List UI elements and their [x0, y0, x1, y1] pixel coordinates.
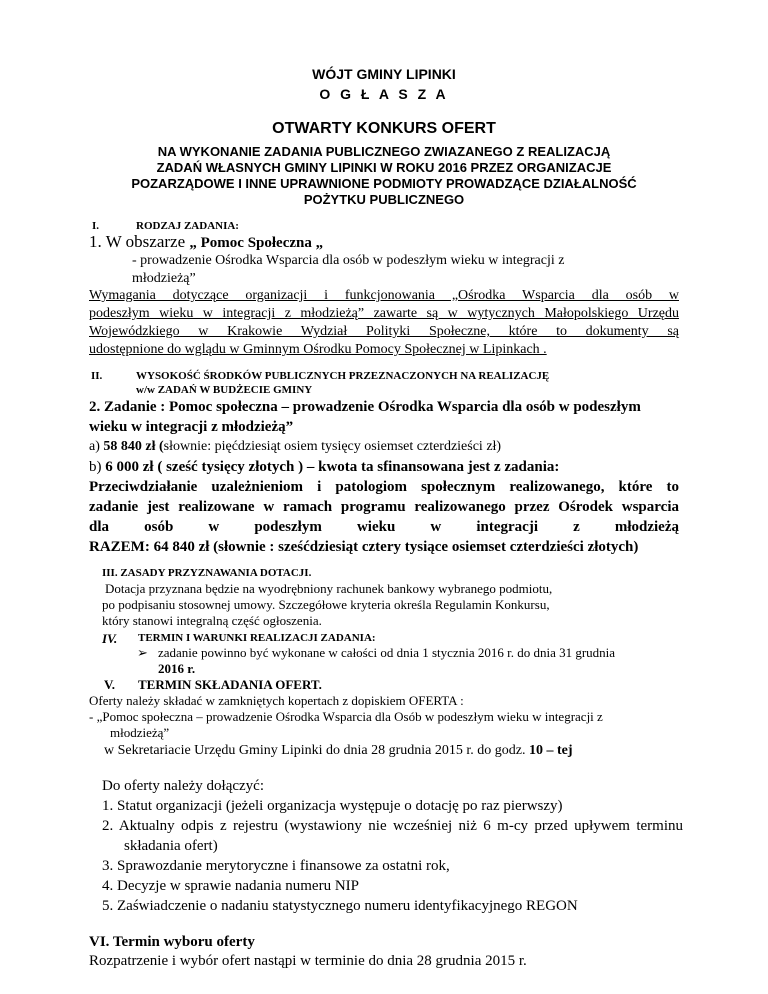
section-5-deadline-text: w Sekretariacie Urzędu Gminy Lipinki do dnia 28 grudnia 2015 r. do godz. — [104, 743, 529, 758]
attachment-item-3: 3. Sprawozdanie merytoryczne i finansowe za ostatni rok, — [102, 858, 450, 874]
section-5-deadline — [104, 743, 573, 759]
section-1-sub-2: młodzieżą” — [132, 271, 196, 286]
attachments-heading: Do oferty należy dołączyć: — [102, 778, 265, 794]
attachment-item-4: 4. Decyzje w sprawie nadania numeru NIP — [102, 878, 359, 894]
attachment-item-1: 1. Statut organizacji (jeżeli organizacja występuje o dotację po raz pierwszy) — [102, 798, 563, 814]
attachment-item-5: 5. Zaświadczenie o nadaniu statystycznego numeru identyfikacyjnego REGON — [102, 898, 578, 914]
title-konkurs: OTWARTY KONKURS OFERT — [272, 120, 496, 137]
amount-a-words: słownie: pięćdziesiąt osiem tysięcy osiemset czterdzieści zł) — [163, 439, 502, 454]
section-1-item-bold: „ Pomoc Społeczna „ — [189, 235, 324, 251]
section-6-heading: VI. Termin wyboru oferty — [89, 934, 255, 950]
section-5-line-3: młodzieżą” — [110, 725, 170, 740]
section-1-heading: RODZAJ ZADANIA: — [136, 220, 239, 232]
subtitle-line-4: POŻYTKU PUBLICZNEGO — [303, 192, 465, 207]
section-5-number: V. — [104, 677, 115, 692]
attachment-item-2: 2. Aktualny odpis z rejestru (wystawiony nie wcześniej niż 6 m-cy przed upływem terminu — [102, 818, 683, 834]
amount-a-value: 58 840 zł ( — [103, 439, 164, 454]
section-1-item — [89, 232, 323, 252]
requirements-line-2: podeszłym wieku w integracji z młodzieżą” zawarte są w wytycznych Małopolskiego Urzędu — [89, 306, 679, 321]
section-1-item-prefix: 1. W obszarze — [89, 232, 190, 251]
amount-b-line-4: dla osób w podeszłym wieku w integracji z młodzieżą — [89, 519, 679, 535]
section-4-heading: TERMIN I WARUNKI REALIZACJI ZADANIA: — [138, 632, 376, 644]
subtitle-line-1: NA WYKONANIE ZADANIA PUBLICZNEGO ZWIAZANEGO Z REALIZACJĄ — [157, 144, 611, 159]
section-5-line-1: Oferty należy składać w zamkniętych kopertach z dopiskiem OFERTA : — [89, 693, 464, 708]
amount-a — [89, 439, 501, 455]
section-4-line-1: zadanie powinno być wykonane w całości od dnia 1 stycznia 2016 r. do dnia 31 grudnia — [158, 645, 616, 660]
section-6-text: Rozpatrzenie i wybór ofert nastąpi w terminie do dnia 28 grudnia 2015 r. — [89, 953, 527, 969]
section-3-line-1: Dotacja przyznana będzie na wyodrębniony rachunek bankowy wybranego podmiotu, — [105, 581, 553, 596]
task-line-2: wieku w integracji z młodzieżą” — [89, 419, 294, 435]
title-wojt: WÓJT GMINY LIPINKI — [312, 66, 456, 82]
requirements-line-1: Wymagania dotyczące organizacji i funkcjonowania „Ośrodka Wsparcia dla osób w — [89, 288, 679, 303]
section-3-heading: III. ZASADY PRZYZNAWANIA DOTACJI. — [102, 567, 312, 579]
section-2-heading-2: w/w ZADAŃ W BUDŻECIE GMINY — [136, 384, 313, 396]
section-2-heading-1: WYSOKOŚĆ ŚRODKÓW PUBLICZNYCH PRZEZNACZONYCH NA REALIZACJĘ — [136, 370, 550, 382]
section-3-line-3: który stanowi integralną część ogłoszenia. — [102, 613, 322, 628]
section-1-number: I. — [92, 220, 100, 232]
requirements-line-4: udostępnione do wglądu w Gminnym Ośrodku Pomocy Społecznej w Lipinkach . — [89, 342, 547, 357]
total-amount: RAZEM: 64 840 zł (słownie : sześćdziesiąt cztery tysiące osiemset czterdzieści złotych) — [89, 539, 639, 555]
bullet-icon: ➢ — [137, 645, 148, 660]
section-4-line-2: 2016 r. — [158, 661, 196, 676]
attachment-item-2-cont: składania ofert) — [124, 838, 218, 854]
amount-b — [89, 459, 679, 476]
section-5-heading: TERMIN SKŁADANIA OFERT. — [138, 677, 322, 692]
section-3-line-2: po podpisaniu stosownej umowy. Szczegółowe kryteria określa Regulamin Konkursu, — [102, 597, 550, 612]
requirements-line-3: Wojewódzkiego w Krakowie Wydział Polityki Społeczne, które to dokumenty są — [89, 324, 679, 339]
section-5-line-2: - „Pomoc społeczna – prowadzenie Ośrodka Wsparcia dla Osób w podeszłym wieku w integracji z — [89, 709, 603, 724]
amount-b-prefix: b) — [89, 459, 106, 475]
amount-a-prefix: a) — [89, 439, 104, 454]
subtitle-line-2: ZADAŃ WŁASNYCH GMINY LIPINKI W ROKU 2016 PRZEZ ORGANIZACJE — [156, 160, 612, 175]
section-1-sub-1: - prowadzenie Ośrodka Wsparcia dla osób w podeszłym wieku w integracji z — [132, 253, 565, 268]
section-5-deadline-hour: 10 – tej — [528, 743, 573, 758]
section-4-number: IV. — [102, 631, 118, 646]
amount-b-line-2: Przeciwdziałanie uzależnieniom i patologiom społecznym realizowanego, które to — [89, 479, 679, 495]
subtitle-line-3: POZARZĄDOWE I INNE UPRAWNIONE PODMIOTY PROWADZĄCE DZIAŁALNOŚĆ — [131, 176, 637, 191]
title-oglasza: O G Ł A S Z A — [319, 86, 449, 102]
task-line-1: 2. Zadanie : Pomoc społeczna – prowadzenie Ośrodka Wsparcia dla osób w podeszłym — [89, 399, 641, 415]
section-2-number: II. — [91, 370, 103, 382]
amount-b-line-3: zadanie jest realizowane w ramach programu realizowanego przez Ośrodek wsparcia — [89, 499, 679, 515]
amount-b-text: 6 000 zł ( sześć tysięcy złotych ) – kwota ta sfinansowana jest z zadania: — [105, 459, 560, 475]
